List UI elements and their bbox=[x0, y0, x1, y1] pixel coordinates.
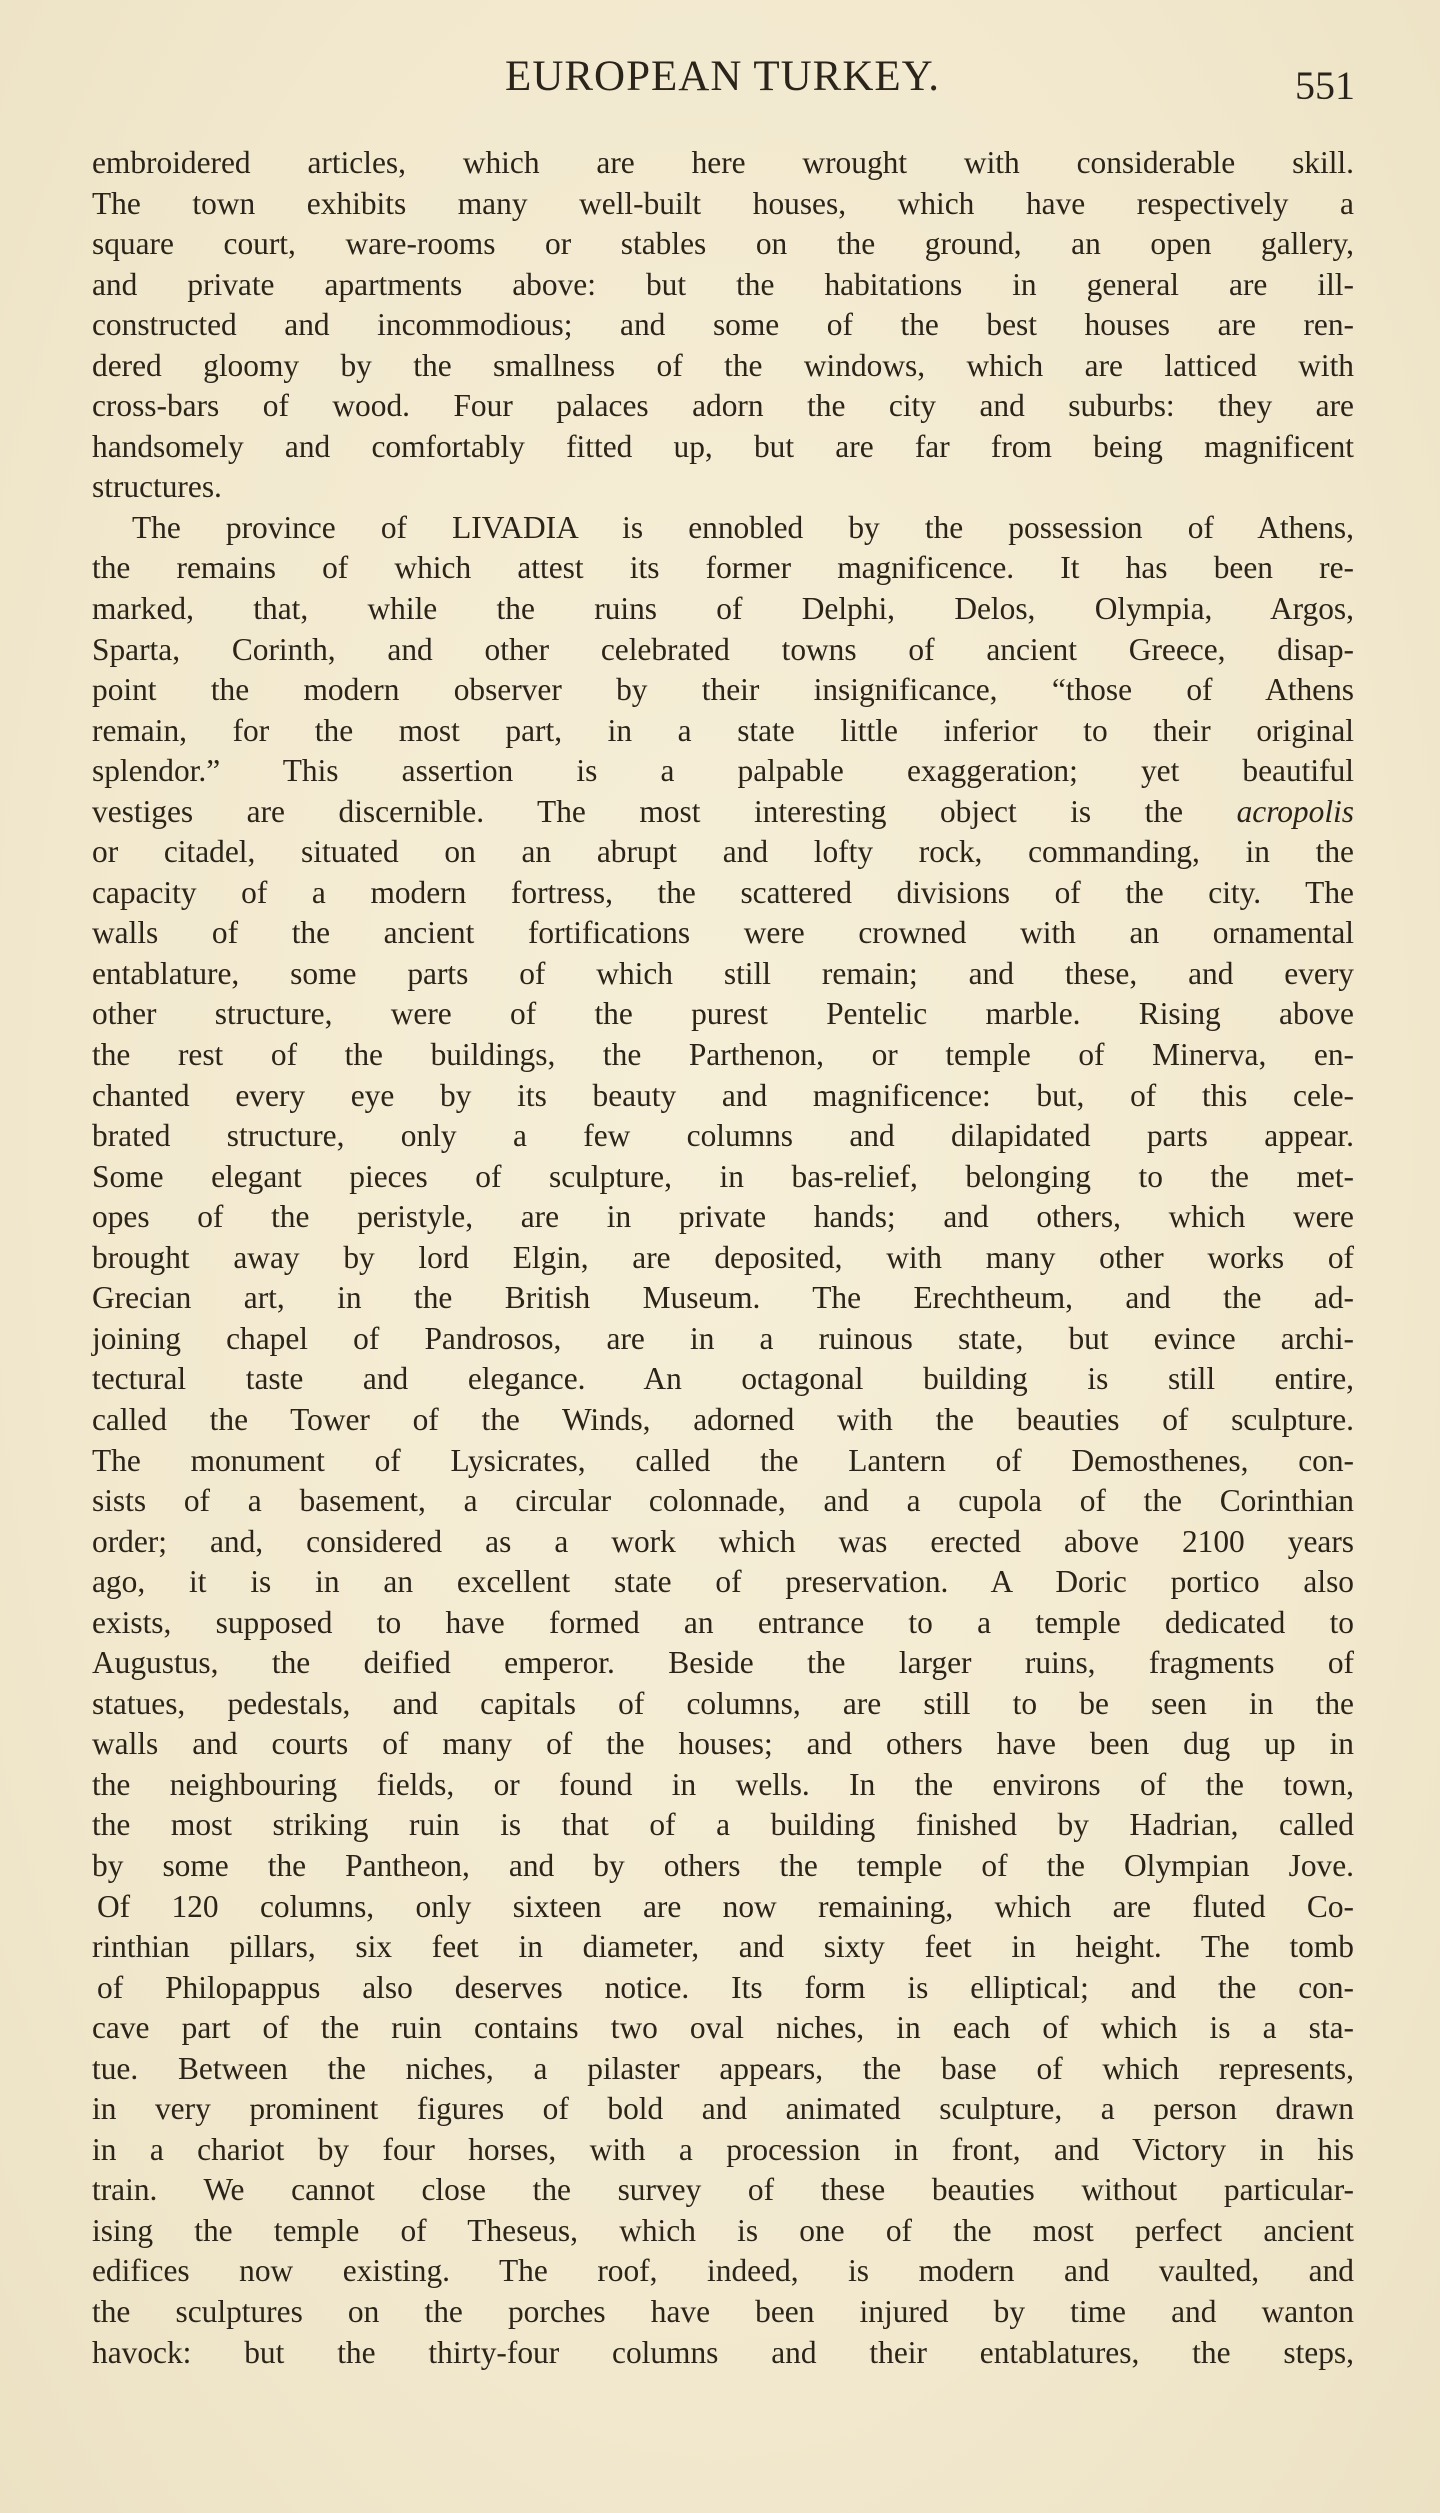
text-line: the rest of the buildings, the Parthenon, or temple of Minerva, en- bbox=[92, 1037, 1354, 1073]
text-line: sists of a basement, a circular colonnade, and a cupola of the Corinthian bbox=[92, 1483, 1354, 1519]
text-line: walls of the ancient fortifications were crowned with an ornamental bbox=[92, 915, 1354, 951]
page-title: EUROPEAN TURKEY. bbox=[505, 53, 940, 100]
text-line: Grecian art, in the British Museum. The Erechtheum, and the ad- bbox=[92, 1280, 1354, 1316]
text-line: joining chapel of Pandrosos, are in a ruinous state, but evince archi- bbox=[92, 1320, 1354, 1356]
text-line: remain, for the most part, in a state little inferior to their original bbox=[92, 712, 1354, 748]
text-line: of Philopappus also deserves notice. Its form is elliptical; and the con- bbox=[97, 1969, 1354, 2005]
text-line: walls and courts of many of the houses; and others have been dug up in bbox=[92, 1726, 1354, 1762]
text-line: The town exhibits many well-built houses, which have respectively a bbox=[92, 185, 1354, 221]
text-line: brought away by lord Elgin, are deposited, with many other works of bbox=[92, 1239, 1354, 1275]
text-line: in a chariot by four horses, with a procession in front, and Victory in his bbox=[92, 2131, 1354, 2167]
text-line: embroidered articles, which are here wrought with considerable skill. bbox=[92, 145, 1354, 180]
text-line: cross-bars of wood. Four palaces adorn the city and suburbs: they are bbox=[92, 388, 1354, 424]
text-line: havock: but the thirty-four columns and their entablatures, the steps, bbox=[92, 2334, 1354, 2370]
text-line: capacity of a modern fortress, the scattered divisions of the city. The bbox=[92, 874, 1354, 910]
text-line: by some the Pantheon, and by others the temple of the Olympian Jove. bbox=[92, 1847, 1354, 1883]
text-line: the most striking ruin is that of a building finished by Hadrian, called bbox=[92, 1807, 1354, 1843]
text-line: the neighbouring fields, or found in wells. In the environs of the town, bbox=[92, 1766, 1354, 1802]
text-line: The monument of Lysicrates, called the Lantern of Demosthenes, con- bbox=[92, 1442, 1354, 1478]
text-line: Sparta, Corinth, and other celebrated towns of ancient Greece, disap- bbox=[92, 631, 1354, 667]
text-line: cave part of the ruin contains two oval niches, in each of which is a sta- bbox=[92, 2010, 1354, 2046]
text-line: handsomely and comfortably fitted up, but are far from being magnificent bbox=[92, 428, 1354, 464]
italic-term: acropolis bbox=[1236, 793, 1354, 829]
page-number: 551 bbox=[1295, 63, 1355, 108]
text-line: entablature, some parts of which still remain; and these, and every bbox=[92, 955, 1354, 991]
text-line: splendor.” This assertion is a palpable exaggeration; yet beautiful bbox=[92, 753, 1354, 789]
text-line: Some elegant pieces of sculpture, in bas-relief, belonging to the met- bbox=[92, 1158, 1354, 1194]
text-run: vestiges are discernible. The most interesting object is the bbox=[92, 793, 1237, 829]
text-line: point the modern observer by their insignificance, “those of Athens bbox=[92, 672, 1354, 708]
text-line: other structure, were of the purest Pentelic marble. Rising above bbox=[92, 996, 1354, 1032]
text-line: marked, that, while the ruins of Delphi, Delos, Olympia, Argos, bbox=[92, 591, 1354, 627]
text-line: structures. bbox=[92, 469, 222, 505]
text-line: opes of the peristyle, are in private hands; and others, which were bbox=[92, 1199, 1354, 1235]
text-line: ago, it is in an excellent state of preservation. A Doric portico also bbox=[92, 1564, 1354, 1600]
text-line: rinthian pillars, six feet in diameter, and sixty feet in height. The tomb bbox=[92, 1929, 1354, 1965]
text-line: constructed and incommodious; and some of the best houses are ren- bbox=[92, 307, 1354, 343]
text-line: brated structure, only a few columns and dilapidated parts appear. bbox=[92, 1118, 1354, 1154]
text-line: in very prominent figures of bold and animated sculpture, a person drawn bbox=[92, 2091, 1354, 2127]
text-line: order; and, considered as a work which was erected above 2100 years bbox=[92, 1523, 1354, 1559]
text-line: square court, ware-rooms or stables on the ground, an open gallery, bbox=[92, 226, 1354, 262]
text-line: Augustus, the deified emperor. Beside the larger ruins, fragments of bbox=[92, 1645, 1354, 1681]
text-line: edifices now existing. The roof, indeed, is modern and vaulted, and bbox=[92, 2253, 1354, 2289]
text-line: train. We cannot close the survey of these beauties without particular- bbox=[92, 2172, 1354, 2208]
text-line: dered gloomy by the smallness of the windows, which are latticed with bbox=[92, 347, 1354, 383]
text-line: the remains of which attest its former magnificence. It has been re- bbox=[92, 550, 1354, 586]
running-head bbox=[90, 52, 1355, 112]
text-line: called the Tower of the Winds, adorned with the beauties of sculpture. bbox=[92, 1401, 1354, 1437]
text-line: and private apartments above: but the habitations in general are ill- bbox=[92, 266, 1354, 302]
text-line: tectural taste and elegance. An octagonal building is still entire, bbox=[92, 1361, 1354, 1397]
text-line: or citadel, situated on an abrupt and lofty rock, commanding, in the bbox=[92, 834, 1354, 870]
text-line: the sculptures on the porches have been injured by time and wanton bbox=[92, 2293, 1354, 2329]
text-line: ising the temple of Theseus, which is one of the most perfect ancient bbox=[92, 2212, 1354, 2248]
body-text bbox=[92, 143, 1354, 2373]
text-line-with-emphasis bbox=[92, 792, 1354, 833]
text-line: chanted every eye by its beauty and magnificence: but, of this cele- bbox=[92, 1077, 1354, 1113]
text-line: Of 120 columns, only sixteen are now remaining, which are fluted Co- bbox=[97, 1888, 1354, 1924]
text-line: statues, pedestals, and capitals of columns, are still to be seen in the bbox=[92, 1685, 1354, 1721]
text-line: exists, supposed to have formed an entrance to a temple dedicated to bbox=[92, 1604, 1354, 1640]
paragraph-start-line: The province of LIVADIA is ennobled by the possession of Athens, bbox=[132, 509, 1354, 545]
text-line: tue. Between the niches, a pilaster appears, the base of which represents, bbox=[92, 2050, 1354, 2086]
